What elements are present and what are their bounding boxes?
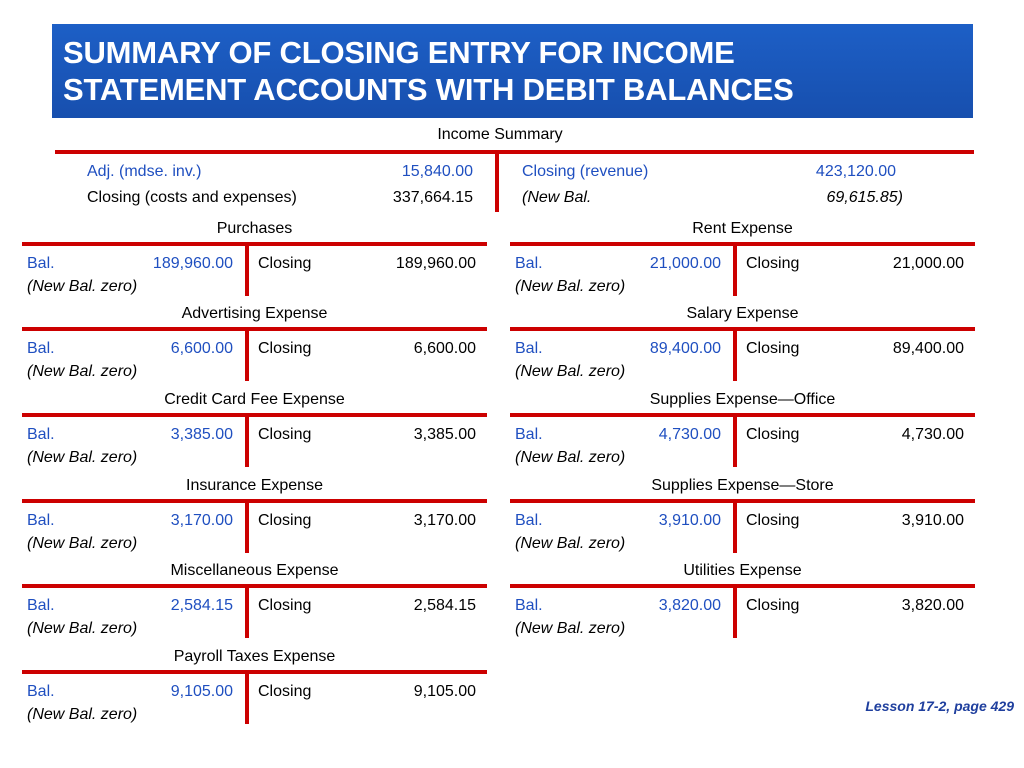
account-title: Purchases (216, 220, 293, 237)
account-rule (22, 413, 487, 417)
closing-label: Closing (258, 426, 312, 443)
income-summary-title: Income Summary (437, 126, 563, 143)
balance-amount: 189,960.00 (152, 255, 233, 272)
account-rule (22, 242, 487, 246)
balance-label: Bal. (515, 255, 543, 272)
new-balance-note: (New Bal. zero) (515, 620, 626, 637)
balance-label: Bal. (515, 512, 543, 529)
balance-amount: 3,170.00 (170, 512, 233, 529)
closing-label: Closing (258, 255, 312, 272)
balance-label: Bal. (27, 597, 55, 614)
expense-account (510, 305, 975, 391)
closing-label: Closing (746, 255, 800, 272)
account-divider (245, 670, 249, 724)
account-divider (245, 327, 249, 381)
account-rule (22, 584, 487, 588)
balance-label: Bal. (27, 683, 55, 700)
new-balance-note: (New Bal. zero) (515, 535, 626, 552)
balance-label: Bal. (27, 340, 55, 357)
account-title: Advertising Expense (181, 305, 328, 322)
account-title: Rent Expense (692, 220, 793, 237)
account-rule (510, 584, 975, 588)
closing-amount: 189,960.00 (395, 255, 476, 272)
balance-amount: 2,584.15 (170, 597, 233, 614)
income-summary-rule (55, 150, 974, 154)
closing-amount: 21,000.00 (892, 255, 964, 272)
closing-amount: 3,820.00 (901, 597, 964, 614)
account-rule (510, 327, 975, 331)
new-balance-note: (New Bal. zero) (27, 278, 138, 295)
title-banner (52, 24, 973, 118)
expense-account (22, 305, 487, 391)
closing-label: Closing (258, 597, 312, 614)
balance-amount: 3,385.00 (170, 426, 233, 443)
closing-amount: 3,910.00 (901, 512, 964, 529)
account-rule (22, 499, 487, 503)
account-divider (245, 584, 249, 638)
closing-label: Closing (746, 512, 800, 529)
account-rule (510, 499, 975, 503)
income-summary-divider (495, 150, 499, 212)
summary-credit-label: Closing (revenue) (522, 163, 649, 180)
account-title: Supplies Expense—Office (649, 391, 836, 408)
closing-label: Closing (746, 597, 800, 614)
new-balance-note: (New Bal. zero) (515, 449, 626, 466)
account-divider (733, 327, 737, 381)
new-balance-note: (New Bal. zero) (515, 278, 626, 295)
account-title: Supplies Expense—Store (651, 477, 834, 494)
closing-amount: 3,170.00 (413, 512, 476, 529)
title-line-1: SUMMARY OF CLOSING ENTRY FOR INCOME (63, 35, 735, 70)
balance-label: Bal. (515, 597, 543, 614)
expense-account (510, 391, 975, 477)
balance-amount: 89,400.00 (649, 340, 721, 357)
new-balance-note: (New Bal. zero) (515, 363, 626, 380)
expense-account (22, 391, 487, 477)
account-divider (733, 242, 737, 296)
summary-debit-label: Adj. (mdse. inv.) (87, 163, 202, 180)
expense-account (22, 562, 487, 648)
account-divider (245, 242, 249, 296)
balance-amount: 4,730.00 (658, 426, 721, 443)
title-line-2: STATEMENT ACCOUNTS WITH DEBIT BALANCES (63, 72, 794, 107)
account-title: Credit Card Fee Expense (164, 391, 345, 408)
account-title: Miscellaneous Expense (170, 562, 339, 579)
closing-label: Closing (258, 683, 312, 700)
expense-account (22, 477, 487, 563)
new-balance-note: (New Bal. zero) (27, 535, 138, 552)
new-balance-note: (New Bal. zero) (27, 449, 138, 466)
summary-credit-label: (New Bal. (522, 189, 592, 206)
summary-debit-amount: 15,840.00 (401, 163, 473, 180)
account-title: Insurance Expense (186, 477, 323, 494)
balance-label: Bal. (515, 340, 543, 357)
account-rule (22, 327, 487, 331)
account-title: Utilities Expense (683, 562, 802, 579)
closing-label: Closing (746, 340, 800, 357)
new-balance-note: (New Bal. zero) (27, 620, 138, 637)
closing-amount: 89,400.00 (892, 340, 964, 357)
closing-label: Closing (258, 340, 312, 357)
expense-account (22, 220, 487, 306)
closing-amount: 3,385.00 (413, 426, 476, 443)
summary-debit-amount: 337,664.15 (392, 189, 473, 206)
closing-label: Closing (746, 426, 800, 443)
closing-amount: 9,105.00 (413, 683, 476, 700)
balance-amount: 3,820.00 (658, 597, 721, 614)
balance-label: Bal. (515, 426, 543, 443)
balance-amount: 21,000.00 (649, 255, 721, 272)
closing-label: Closing (258, 512, 312, 529)
summary-credit-amount: 69,615.85) (826, 189, 903, 206)
balance-amount: 6,600.00 (170, 340, 233, 357)
account-divider (733, 499, 737, 553)
new-balance-note: (New Bal. zero) (27, 363, 138, 380)
balance-label: Bal. (27, 426, 55, 443)
summary-credit-amount: 423,120.00 (815, 163, 896, 180)
expense-account (510, 562, 975, 648)
new-balance-note: (New Bal. zero) (27, 706, 138, 723)
account-divider (245, 499, 249, 553)
expense-account (510, 477, 975, 563)
account-rule (22, 670, 487, 674)
account-divider (245, 413, 249, 467)
closing-amount: 2,584.15 (413, 597, 476, 614)
account-rule (510, 242, 975, 246)
balance-label: Bal. (27, 255, 55, 272)
expense-account (22, 648, 487, 734)
account-title: Salary Expense (686, 305, 799, 322)
balance-amount: 9,105.00 (170, 683, 233, 700)
closing-amount: 4,730.00 (901, 426, 964, 443)
balance-label: Bal. (27, 512, 55, 529)
account-rule (510, 413, 975, 417)
expense-account (510, 220, 975, 306)
account-divider (733, 413, 737, 467)
lesson-reference: Lesson 17-2, page 429 (865, 698, 1014, 714)
closing-amount: 6,600.00 (413, 340, 476, 357)
balance-amount: 3,910.00 (658, 512, 721, 529)
account-title: Payroll Taxes Expense (173, 648, 336, 665)
summary-debit-label: Closing (costs and expenses) (87, 189, 297, 206)
account-divider (733, 584, 737, 638)
